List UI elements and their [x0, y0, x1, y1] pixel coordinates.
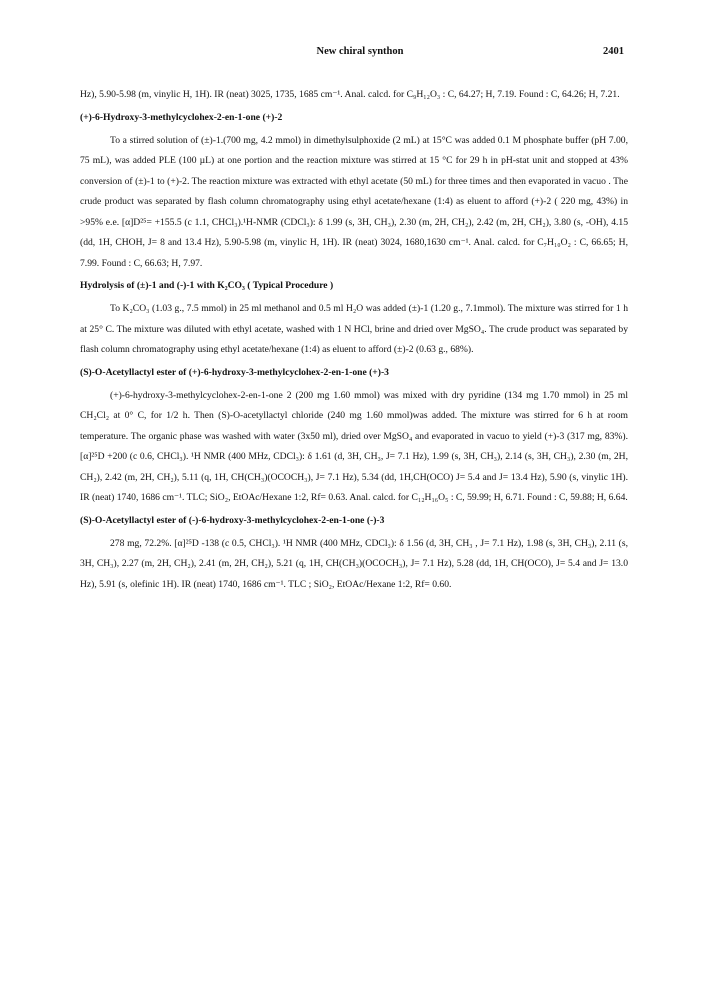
- section-heading: (+)-6-Hydroxy-3-methylcyclohex-2-en-1-one (+)-2: [80, 111, 283, 123]
- paragraph: To K₂CO₃ (1.03 g., 7.5 mmol) in 25 ml methanol and 0.5 ml H₂O was added (±)-1 (1.20 g., 7.1mmol). The mixture was stirred for 1 h at 25° C. The mixture was diluted with ethyl acetate, washed with 1 N HCl, brine and dried over MgSO₄. The crude product was separated by flash column chromatography using ethyl acetate/hexane (1:4) as eluent to afford (±)-2 (0.63 g., 68%).: [80, 303, 628, 355]
- section-heading: (S)-O-Acetyllactyl ester of (+)-6-hydroxy-3-methylcyclohex-2-en-1-one (+)-3: [80, 366, 389, 378]
- paragraph: (+)-6-hydroxy-3-methylcyclohex-2-en-1-one 2 (200 mg 1.60 mmol) was mixed with dry pyridine (134 mg 1.70 mmol) in 25 ml CH₂Cl₂ at 0° C, for 1/2 h. Then (S)-O-acetyllactyl chloride (240 mg 1.60 mmol)was added. The mixture was stirred for 6 h at room temperature. The organic phase was washed with water (3x50 ml), dried over MgSO₄ and evaporated in vacuo to yield (+)-3 (317 mg, 83%). [α]²⁵D +200 (c 0.6, CHCl₃). ¹H NMR (400 MHz, CDCl₃): δ 1.61 (d, 3H, CH₃, J= 7.1 Hz), 1.99 (s, 3H, CH₃), 2.14 (s, 3H, CH₃), 2.30 (m, 2H, CH₂), 2.42 (m, 2H, CH₂), 5.11 (q, 1H, CH(CH₃)(OCOCH₃), J= 7.1 Hz), 5.34 (dd, 1H,CH(OCO) J= 5.4 and J= 13.4 Hz), 5.90 (s, vinylic 1H). IR (neat) 1740, 1686 cm⁻¹. TLC; SiO₂, EtOAc/Hexane 1:2, Rf= 0.63. Anal. calcd. for C₁₂H₁₆O₅ : C, 59.99; H, 6.71. Found : C, 59.88; H, 6.64.: [80, 389, 628, 503]
- page-number: 2401: [603, 46, 624, 57]
- paragraph: To a stirred solution of (±)-1.(700 mg, 4.2 mmol) in dimethylsulphoxide (2 mL) at 15°C was added 0.1 M phosphate buffer (pH 7.00, 75 mL), was added PLE (100 µL) at one portion and the reaction mixture was stirred at 15 °C for 29 h in pH-stat unit and stopped at 43% conversion of (±)-1 to (+)-2. The reaction mixture was extracted with ethyl acetate (50 mL) for three times and then evaporated in vacuo . The crude product was separated by flash column chromatography using ethyl acetate/hexane (1:4) as eluent to afford (+)-2 ( 220 mg, 43%) in >95% e.e. [α]D²⁵= +155.5 (c 1.1, CHCl₃).¹H-NMR (CDCl₃): δ 1.99 (s, 3H, CH₃), 2.30 (m, 2H, CH₂), 2.42 (m, 2H, CH₂), 3.80 (s, -OH), 4.15 (dd, 1H, CHOH, J= 8 and 13.4 Hz), 5.90-5.98 (m, vinylic H, 1H). IR (neat) 3024, 1680,1630 cm⁻¹. Anal. calcd. for C₇H₁₀O₂ : C, 66.65; H, 7.99. Found : C, 66.63; H, 7.97.: [80, 134, 628, 269]
- section-heading: Hydrolysis of (±)-1 and (-)-1 with K₂CO₃ ( Typical Procedure ): [80, 280, 334, 291]
- article-body: [80, 85, 628, 599]
- paragraph: Hz), 5.90-5.98 (m, vinylic H, 1H). IR (neat) 3025, 1735, 1685 cm⁻¹. Anal. calcd. for C₉H₁₂O₃ : C, 64.27; H, 7.19. Found : C, 64.26; H, 7.21.: [80, 89, 620, 100]
- section-heading: (S)-O-Acetyllactyl ester of (-)-6-hydroxy-3-methylcyclohex-2-en-1-one (-)-3: [80, 514, 385, 526]
- running-header: New chiral synthon: [316, 46, 404, 57]
- paragraph: 278 mg, 72.2%. [α]²⁵D -138 (c 0.5, CHCl₃). ¹H NMR (400 MHz, CDCl₃): δ 1.56 (d, 3H, CH₃ , J= 7.1 Hz), 1.98 (s, 3H, CH₃), 2.11 (s, 3H, CH₃), 2.27 (m, 2H, CH₂), 2.41 (m, 2H, CH₂), 5.21 (q, 1H, CH(CH₃)(OCOCH₃), J= 7.1 Hz), 5.28 (dd, 1H, CH(OCO), J= 5.4 and J= 13.0 Hz), 5.91 (s, olefinic 1H). IR (neat) 1740, 1686 cm⁻¹. TLC ; SiO₂, EtOAc/Hexane 1:2, Rf= 0.60.: [80, 537, 628, 590]
